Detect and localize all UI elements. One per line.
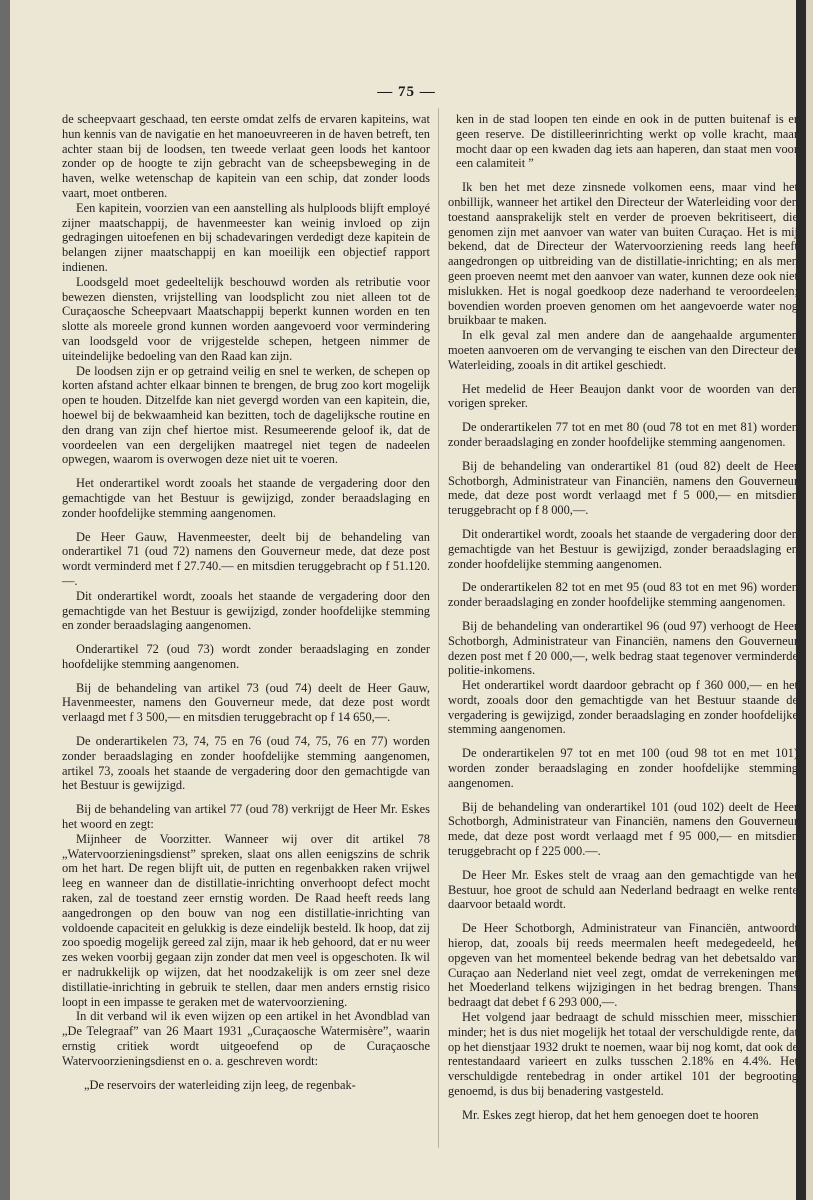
right-column-paragraph: Bij de behandeling van onderartikel 96 (oud 97) verhoogt de Heer Schotborgh, Administrateur van Financiën, namens den Gouverneur dezen post met f 20 000,—, welk bedrag staat tegenover verminderde politie-inkomens. <box>448 618 798 678</box>
right-column-paragraph: Het medelid de Heer Beaujon dankt voor de woorden van den vorigen spreker. <box>448 381 798 411</box>
right-column-paragraph: Het volgend jaar bedraagt de schuld misschien meer, misschien minder; het is dus niet mogelijk het totaal der verschuldigde rente, dat op het dienstjaar 1932 drukt te noemen, waar bij nog komt, dat ook de rentestandaard varieert en zulks tusschen 2.18% en 4.4%. Het verschuldigde rentebedrag in onder artikel 101 der begrooting genoemd, is dus bij benadering vastgesteld. <box>448 1010 798 1099</box>
left-column-paragraph: Onderartikel 72 (oud 73) wordt zonder beraadslaging en zonder hoofdelijke stemming aangenomen. <box>62 642 430 671</box>
right-column-paragraph: De onderartikelen 82 tot en met 95 (oud 83 tot en met 96) worden zonder beraadslaging en zonder hoofdelijke stemming aangenomen. <box>448 580 798 610</box>
left-column <box>62 112 430 1092</box>
right-column-paragraph: Mr. Eskes zegt hierop, dat het hem genoegen doet te hooren <box>462 1107 759 1122</box>
right-column-paragraph: ken in de stad loopen ten einde en ook in de putten buitenaf is er geen reserve. De distilleerinrichting werkt op volle kracht, maar mocht daar op een kwaden dag iets aan haperen, dan staat men voor een calamiteit ” <box>456 112 798 171</box>
right-column-paragraph: Dit onderartikel wordt, zooals het staande de vergadering door den gemachtigde van het Bestuur is gewijzigd, zonder beraadslaging en zonder hoofdelijke stemming aangenomen. <box>448 526 798 571</box>
right-column-paragraph: Ik ben het met deze zinsnede volkomen eens, maar vind het onbillijk, wanneer het artikel den Directeur der Waterleiding voor den toestand aansprakelijk stelt en verder de proeven bekritiseert, die genomen zijn met aanvoer van water van buiten Curaçao. Het is mij bekend, dat de Directeur der Watervoorziening reeds lang heeft aangedrongen op uitbreiding van de distillatie-inrichting; en als men geen proeven neemt met den aanvoer van water, kunnen deze ook niet mislukken. Het is nogal goedkoop deze naderhand te veroordeelen; bovendien worden proeven genomen om het aangevoerde water nog bruikbaar te maken. <box>448 180 798 328</box>
adjacent-page-edge <box>806 0 813 1200</box>
left-column-paragraph: „De reservoirs der waterleiding zijn leeg, de regenbak- <box>84 1077 356 1092</box>
right-column-paragraph: Bij de behandeling van onderartikel 101 (oud 102) deelt de Heer Schotborgh, Administrateur van Financiën, namens den Gouverneur mede, dat deze post wordt verlaagd met f 95 000,— en mitsdien teruggebracht op f 225 000.—. <box>448 799 798 859</box>
right-column <box>448 112 798 1152</box>
left-column-paragraph: De onderartikelen 73, 74, 75 en 76 (oud 74, 75, 76 en 77) worden zonder beraadslaging en zonder hoofdelijke stemming aangenomen, artikel 73, zooals het staande de vergadering door den gemachtigde van het Bestuur is gewijzigd. <box>62 734 430 793</box>
left-column-paragraph: Een kapitein, voorzien van een aanstelling als hulploods blijft employé zijner maatschappij, de havenmeester kan weinig invloed op zijn gedragingen uitoefenen en bij schadevaringen verdedigt deze kapitein de belangen zijner maatschappij en kan moeilijk een objectief rapport indienen. <box>62 200 430 274</box>
right-column-paragraph: De Heer Schotborgh, Administrateur van Financiën, antwoordt hierop, dat, zooals bij reeds meermalen heeft medegedeeld, het opgeven van het momenteel bekende bedrag van het debetsaldo van Curaçao aan Nederland niet veel zegt, omdat de verrekeningen met het Moederland telkens wijzigingen in het bedrag brengen. Thans bedraagt dat debet f 6 293 000,—. <box>448 921 798 1010</box>
left-column-paragraph: Bij de behandeling van artikel 73 (oud 74) deelt de Heer Gauw, Havenmeester, namens den Gouverneur mede, dat deze post wordt verlaagd met f 3 500,— en mitsdien teruggebracht op f 14 650,—. <box>62 680 430 725</box>
left-column-paragraph: Het onderartikel wordt zooals het staande de vergadering door den gemachtigde van het Bestuur is gewijzigd, zonder beraadslaging en zonder hoofdelijke stemming aangenomen. <box>62 476 430 520</box>
left-column-paragraph: Bij de behandeling van artikel 77 (oud 78) verkrijgt de Heer Mr. Eskes het woord en zegt: <box>62 802 430 832</box>
right-column-paragraph: Bij de behandeling van onderartikel 81 (oud 82) deelt de Heer Schotborgh, Administrateur van Financiën, namens den Gouverneur mede, dat deze post wordt verlaagd met f 5 000,— en mitsdien teruggebracht op f 8 000,—. <box>448 458 798 518</box>
left-column-paragraph: In dit verband wil ik even wijzen op een artikel in het Avondblad van „De Telegraaf” van 26 Maart 1931 „Curaçaosche Watermisère”, waarin ernstig critiek wordt uitgeoefend op de Curaçaosche Watervoorzieningsdienst en o. a. geschreven wordt: <box>62 1009 430 1068</box>
right-column-paragraph: Het onderartikel wordt daardoor gebracht op f 360 000,— en het wordt, zooals door den gemachtigde van het Bestuur staande de vergadering is gewijzigd, zonder beraadslaging en zonder hoofdelijke stemming aangenomen. <box>448 678 798 737</box>
page-number: — 75 — <box>377 84 436 100</box>
left-column-paragraph: De loodsen zijn er op getraind veilig en snel te werken, de schepen op korten afstand achter elkaar binnen te brengen, de brug zoo kort mogelijk open te houden. Ditzelfde kan niet gevergd worden van een kapitein, die, hoewel bij de bekwaamheid kan bezitten, toch de dagelijksche routine en den drang van zijn chef hiertoe mist. Resumeerende geloof ik, dat de voordeelen van een dergelijken maatregel niet tegen de nadeelen opwegen, waarom is overwogen deze niet uit te voeren. <box>62 363 430 467</box>
left-column-paragraph: Dit onderartikel wordt, zooals het staande de vergadering door den gemachtigde van het Bestuur is gewijzigd, zonder hoofdelijke stemming en zonder beraadslaging aangenomen. <box>62 588 430 633</box>
left-column-paragraph: De Heer Gauw, Havenmeester, deelt bij de behandeling van onderartikel 71 (oud 72) namens den Gouverneur mede, dat deze post wordt verminderd met f 27.740.— en mitsdien teruggebracht op f 51.120.—. <box>62 529 430 588</box>
right-column-paragraph: De onderartikelen 97 tot en met 100 (oud 98 tot en met 101) worden zonder beraadslaging en zonder hoofdelijke stemming aangenomen. <box>448 746 798 790</box>
right-column-paragraph: De onderartikelen 77 tot en met 80 (oud 78 tot en met 81) worden zonder beraadslaging en zonder hoofdelijke stemming aangenomen. <box>448 420 798 449</box>
left-column-paragraph: de scheepvaart geschaad, ten eerste omdat zelfs de ervaren kapiteins, wat hun kennis van de navigatie en het manoeuvreeren in de haven betreft, ten achter staan bij de loodsen, ten tweede verlaat geen loods het kantoor zonder op de hoogte te zijn gebracht van de scheepsbeweging in de haven, welke wetenschap de kapitein van een schip, dat zonder loods vaart, moet ontberen. <box>62 112 430 200</box>
left-column-paragraph: Loodsgeld moet gedeeltelijk beschouwd worden als retributie voor bewezen diensten, vrijstelling van loodsplicht zou niet alleen tot de Curaçaosche Scheepvaart Maatschappij beperkt kunnen worden en ten slotte als moreele grond kunnen worden aangevoerd voor vermindering van loodsgeld voor de vrijgestelde schepen, hetgeen nimmer de uiteindelijke bedoeling van den Raad kan zijn. <box>62 274 430 363</box>
right-column-paragraph: De Heer Mr. Eskes stelt de vraag aan den gemachtigde van het Bestuur, hoe groot de schuld aan Nederland bedraagt en welke rente daarvoor betaald wordt. <box>448 867 798 912</box>
left-column-paragraph: Mijnheer de Voorzitter. Wanneer wij over dit artikel 78 „Watervoorzieningsdienst” spreken, slaat ons allen eenigszins de schrik om het hart. De regen blijft uit, de putten en regenbakken raken vrijwel leeg en wanneer dan de distillatie-inrichting onverhoopt defect mocht raken, zal de toestand zeer ernstig worden. De Raad heeft reeds lang aangedrongen op den bouw van nog een distillatie-inrichting van voldoende capaciteit en gelukkig is deze eindelijk besteld. Ik hoop, dat zij zoo spoedig mogelijk gereed zal zijn, maar ik heb gehoord, dat er nu weer zes weken voorbij gegaan zijn zonder dat men veel is opgeschoten. Ik wil er nadrukkelijk op wijzen, dat het noodzakelijk is om zeer snel deze distillatie-inrichting in gebruik te stellen, daar men anders ernstig risico loopt in een impasse te geraken met de watervoorziening. <box>62 831 430 1009</box>
right-column-paragraph: In elk geval zal men andere dan de aangehaalde argumenten moeten aanvoeren om de vervanging te eischen van den Directeur der Waterleiding, zooals in dit artikel geschiedt. <box>448 328 798 372</box>
column-divider <box>438 108 439 1148</box>
